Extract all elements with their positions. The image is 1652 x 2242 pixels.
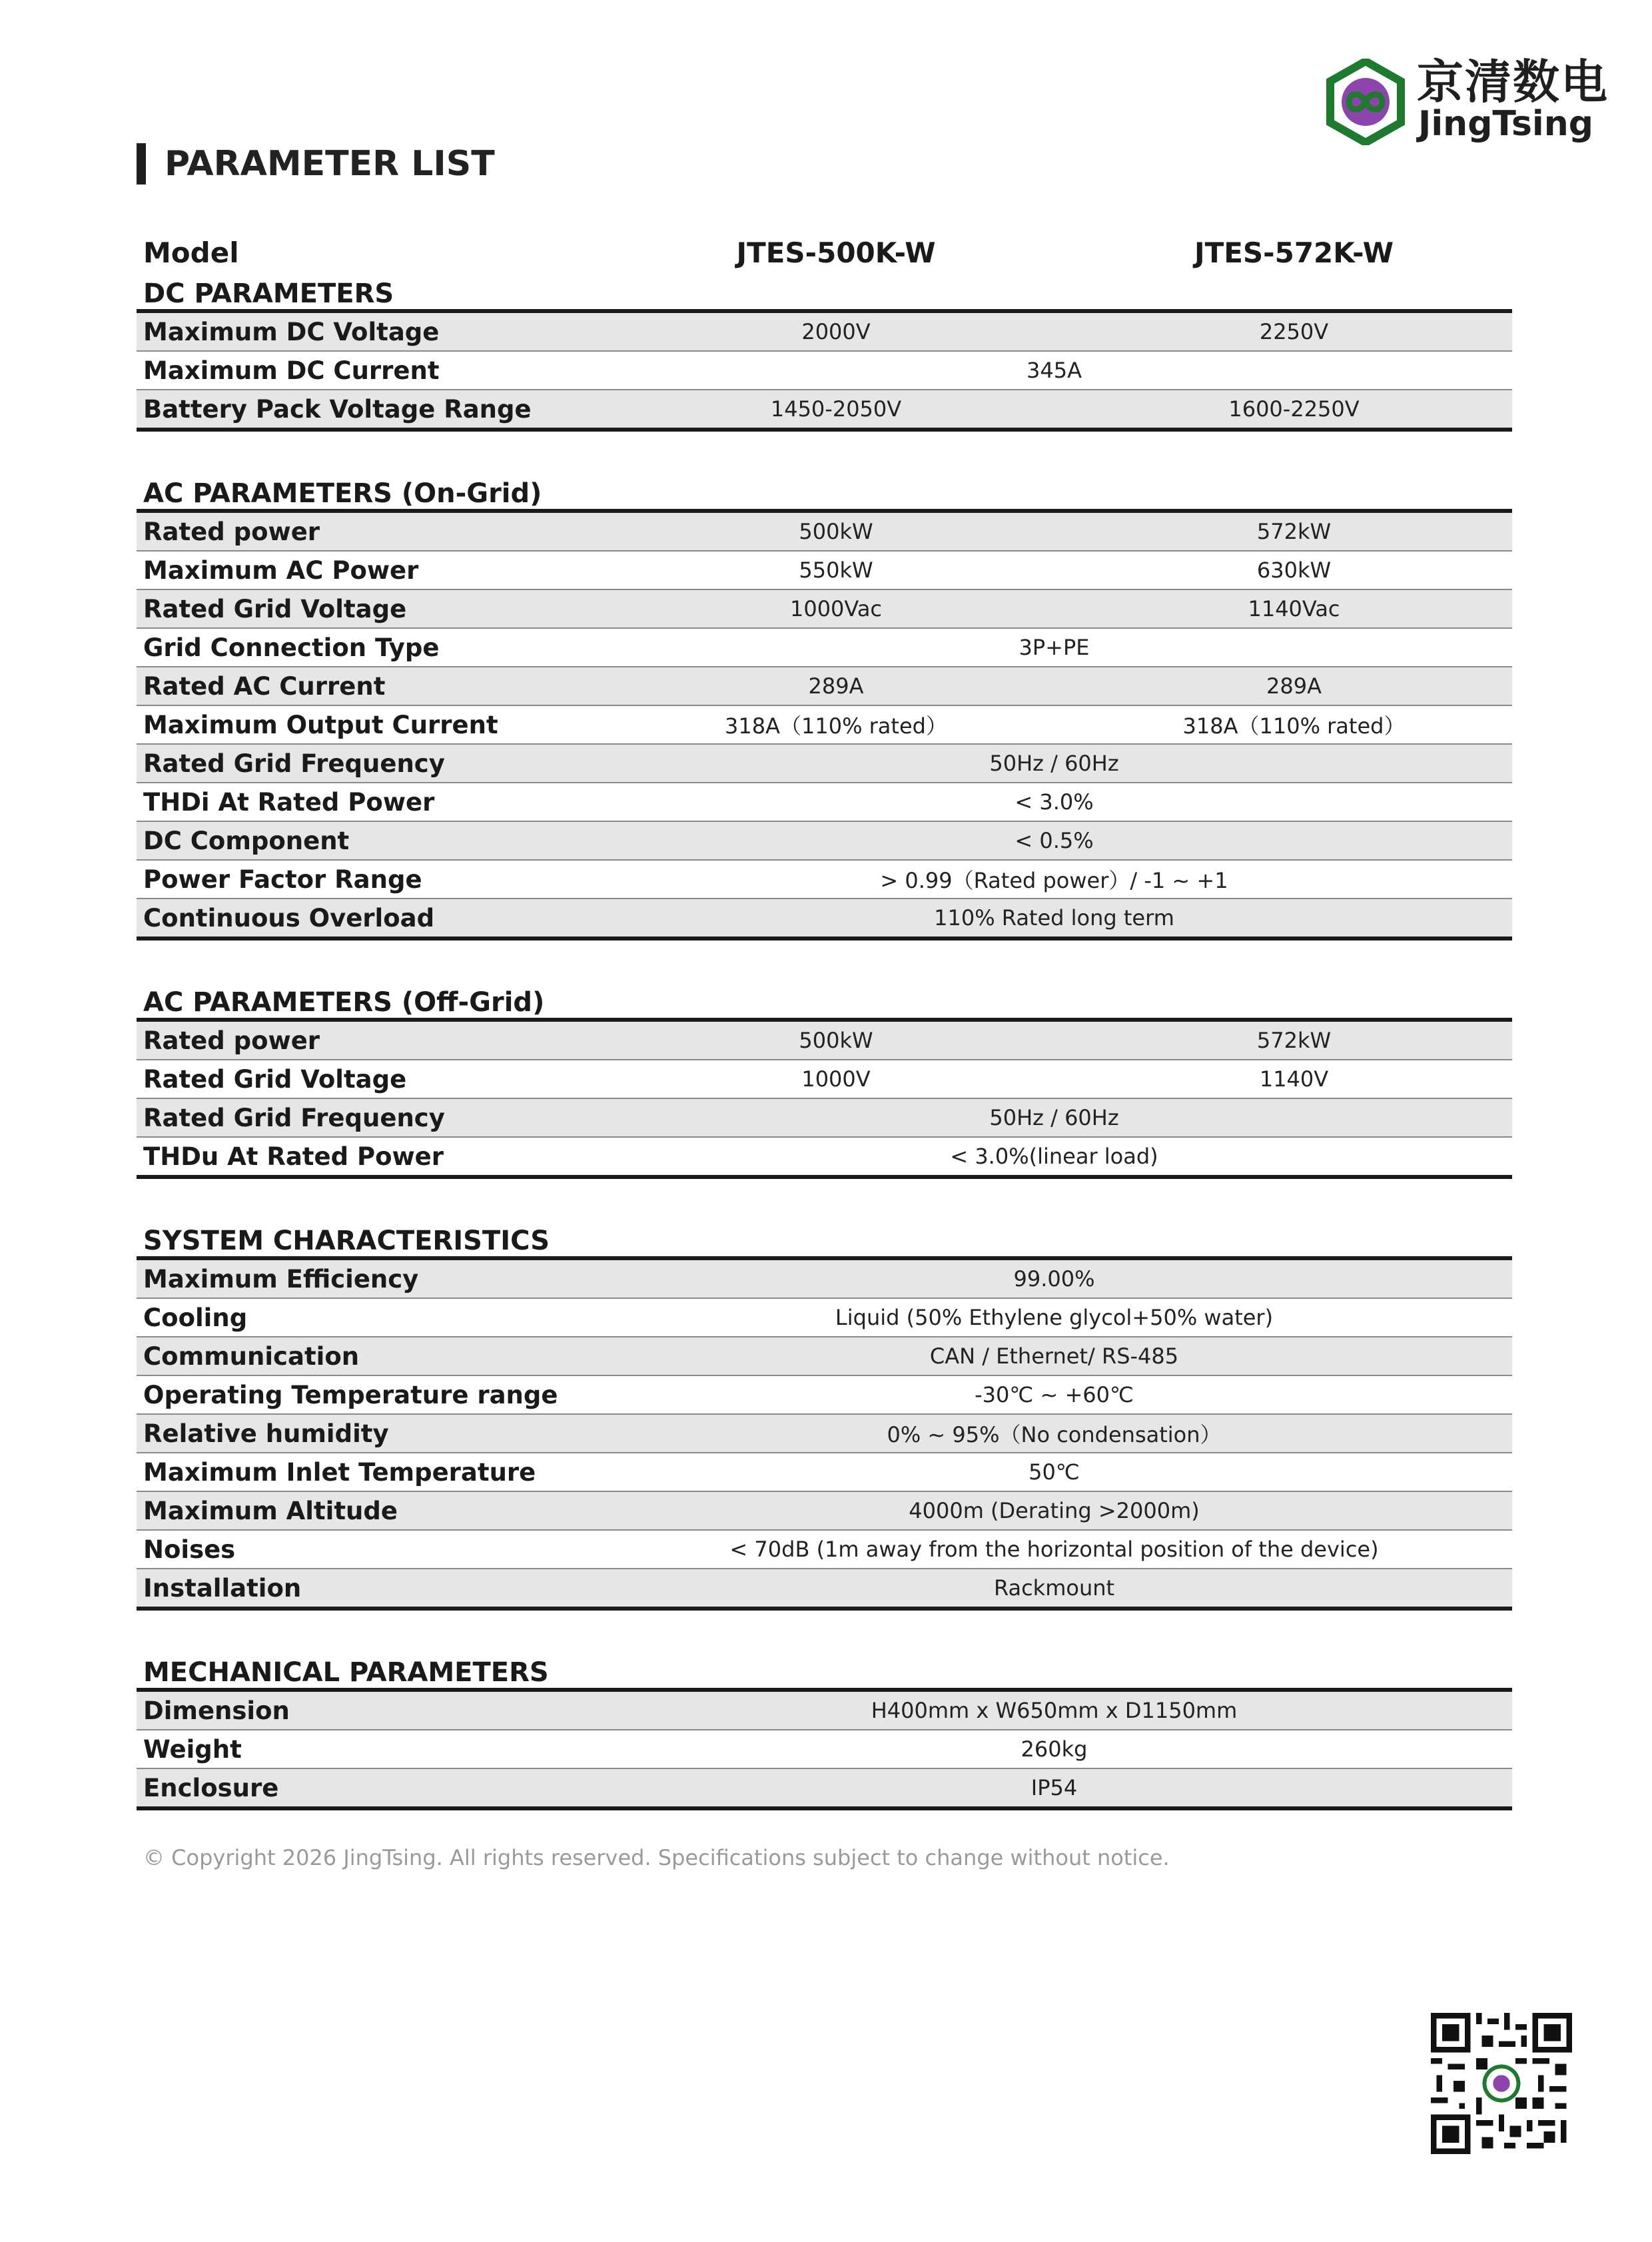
infinity-logo-icon	[1322, 59, 1409, 145]
param-label: Rated power	[143, 1026, 320, 1055]
param-label: Installation	[143, 1573, 302, 1603]
section-title: MECHANICAL PARAMETERS	[137, 1652, 1512, 1692]
param-label: Grid Connection Type	[143, 633, 440, 662]
table-row	[137, 745, 1512, 783]
param-label: Rated Grid Frequency	[143, 1103, 445, 1132]
param-label: Dimension	[143, 1696, 290, 1725]
param-value-500k: 289A	[808, 673, 864, 699]
section	[137, 473, 1512, 940]
table-row	[137, 590, 1512, 629]
param-value-572k: 1600-2250V	[1228, 396, 1360, 422]
param-value-shared: 50Hz / 60Hz	[989, 751, 1119, 776]
param-label: Rated Grid Voltage	[143, 1064, 407, 1094]
table-row	[137, 1337, 1512, 1376]
table-row	[137, 352, 1512, 390]
param-value-572k: 1140V	[1259, 1066, 1329, 1092]
param-value-shared: < 3.0%(linear load)	[950, 1144, 1158, 1169]
param-label: Maximum Inlet Temperature	[143, 1457, 536, 1487]
sections-container	[137, 273, 1512, 1810]
table-row	[137, 552, 1512, 590]
param-value-shared: > 0.99（Rated power）/ -1 ~ +1	[880, 868, 1228, 893]
section	[137, 982, 1512, 1179]
page-title: PARAMETER LIST	[137, 143, 495, 185]
param-value-shared: < 3.0%	[1015, 789, 1094, 815]
table-row	[137, 1060, 1512, 1099]
param-label: Cooling	[143, 1303, 248, 1332]
table-row	[137, 822, 1512, 861]
param-label: Maximum DC Current	[143, 356, 440, 385]
param-value-shared: 3P+PE	[1019, 635, 1090, 660]
param-label: Power Factor Range	[143, 865, 422, 894]
model-header-row	[137, 220, 1512, 273]
table-row	[137, 1022, 1512, 1060]
table-row	[137, 1569, 1512, 1611]
table-row	[137, 313, 1512, 352]
param-value-shared: -30℃ ~ +60℃	[975, 1382, 1134, 1407]
param-label: Maximum Efficiency	[143, 1264, 419, 1294]
param-label: Maximum Output Current	[143, 710, 498, 739]
param-label: Maximum DC Voltage	[143, 317, 440, 346]
table-row	[137, 667, 1512, 706]
qr-code-icon	[1431, 2013, 1572, 2154]
param-label: Continuous Overload	[143, 903, 435, 933]
section-title: AC PARAMETERS (On-Grid)	[137, 473, 1512, 513]
model-label: Model	[143, 236, 239, 269]
param-label: Enclosure	[143, 1773, 279, 1802]
param-value-shared: 345A	[1027, 358, 1082, 383]
param-value-572k: 572kW	[1256, 519, 1332, 544]
param-value-shared: IP54	[1031, 1775, 1078, 1800]
param-label: Communication	[143, 1341, 360, 1371]
copyright-notice: © Copyright 2026 JingTsing. All rights reserved. Specifications subject to change without notice.	[143, 1845, 1170, 1870]
param-value-shared: H400mm x W650mm x D1150mm	[871, 1698, 1238, 1723]
param-label: Maximum Altitude	[143, 1496, 398, 1525]
table-row	[137, 629, 1512, 667]
logo-chinese-text: 京清数电	[1417, 55, 1609, 109]
param-value-500k: 318A（110% rated）	[725, 713, 947, 739]
param-label: Rated power	[143, 517, 320, 546]
table-row	[137, 861, 1512, 899]
param-value-500k: 1450-2050V	[770, 396, 902, 422]
param-value-shared: CAN / Ethernet/ RS-485	[929, 1343, 1179, 1369]
param-value-shared: < 70dB (1m away from the horizontal position of the device)	[729, 1537, 1379, 1562]
param-label: DC Component	[143, 826, 350, 855]
table-row	[137, 1531, 1512, 1569]
model-col-2: JTES-572K-W	[1194, 236, 1394, 269]
table-row	[137, 1730, 1512, 1769]
param-label: Maximum AC Power	[143, 556, 419, 585]
param-label: Relative humidity	[143, 1419, 389, 1448]
model-col-1: JTES-500K-W	[736, 236, 936, 269]
brand-logo	[1322, 55, 1609, 147]
param-value-500k: 2000V	[801, 319, 871, 344]
table-row	[137, 513, 1512, 552]
param-value-shared: 0% ~ 95%（No condensation）	[887, 1422, 1222, 1447]
section-title: DC PARAMETERS	[137, 273, 1512, 313]
param-label: Noises	[143, 1535, 236, 1564]
param-label: THDu At Rated Power	[143, 1142, 444, 1171]
param-value-shared: < 0.5%	[1015, 828, 1094, 853]
param-value-shared: Liquid (50% Ethylene glycol+50% water)	[835, 1305, 1274, 1330]
table-row	[137, 1260, 1512, 1299]
logo-english-text: JingTsing	[1418, 104, 1593, 144]
param-label: Weight	[143, 1734, 242, 1764]
param-value-shared: 260kg	[1021, 1736, 1088, 1762]
param-value-shared: 50Hz / 60Hz	[989, 1105, 1119, 1130]
param-value-572k: 289A	[1266, 673, 1322, 699]
param-value-shared: 99.00%	[1013, 1266, 1095, 1292]
param-value-572k: 2250V	[1259, 319, 1329, 344]
param-value-500k: 1000V	[801, 1066, 871, 1092]
param-value-500k: 500kW	[799, 519, 873, 544]
table-row	[137, 1376, 1512, 1415]
param-value-shared: 4000m (Derating >2000m)	[909, 1498, 1200, 1523]
table-row	[137, 1692, 1512, 1730]
section	[137, 273, 1512, 432]
param-label: Rated Grid Frequency	[143, 749, 445, 778]
section	[137, 1220, 1512, 1611]
table-row	[137, 1453, 1512, 1492]
param-value-572k: 1140Vac	[1248, 596, 1340, 621]
table-row	[137, 1492, 1512, 1531]
table-row	[137, 899, 1512, 940]
param-value-500k: 1000Vac	[789, 596, 883, 621]
section-title: SYSTEM CHARACTERISTICS	[137, 1220, 1512, 1260]
table-row	[137, 1769, 1512, 1810]
section	[137, 1652, 1512, 1810]
section-title: AC PARAMETERS (Off-Grid)	[137, 982, 1512, 1022]
param-value-500k: 500kW	[799, 1028, 873, 1053]
param-label: Rated Grid Voltage	[143, 594, 407, 623]
table-row	[137, 1299, 1512, 1337]
parameter-table	[137, 220, 1512, 1810]
table-row	[137, 783, 1512, 822]
param-label: Operating Temperature range	[143, 1380, 558, 1409]
param-value-572k: 630kW	[1256, 558, 1332, 583]
param-value-500k: 550kW	[799, 558, 873, 583]
table-row	[137, 706, 1512, 745]
param-value-shared: 50℃	[1029, 1459, 1080, 1485]
table-row	[137, 1138, 1512, 1179]
param-label: Rated AC Current	[143, 671, 386, 701]
param-value-572k: 572kW	[1256, 1028, 1332, 1053]
table-row	[137, 390, 1512, 432]
table-row	[137, 1099, 1512, 1138]
param-label: Battery Pack Voltage Range	[143, 394, 532, 424]
param-value-572k: 318A（110% rated）	[1182, 713, 1406, 739]
param-label: THDi At Rated Power	[143, 787, 435, 817]
param-value-shared: Rackmount	[993, 1575, 1115, 1601]
table-row	[137, 1415, 1512, 1453]
param-value-shared: 110% Rated long term	[934, 905, 1174, 931]
